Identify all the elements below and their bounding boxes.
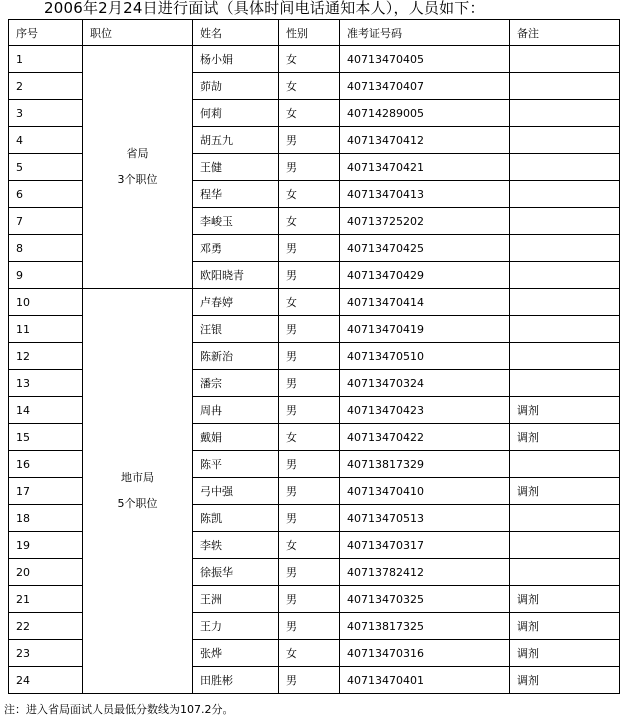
exam-id-cell: 40713470407 — [340, 73, 510, 100]
header-cell-gender: 性别 — [279, 20, 340, 46]
position-group-name: 省局 — [126, 147, 149, 160]
exam-id-cell: 40713470324 — [340, 370, 510, 397]
exam-id-cell: 40713725202 — [340, 208, 510, 235]
name-cell: 潘宗 — [193, 370, 279, 397]
note-cell: 调剂 — [510, 640, 620, 667]
interview-roster-table — [8, 19, 620, 694]
gender-cell: 男 — [279, 667, 340, 694]
document-heading: 2006年2月24日进行面试（具体时间电话通知本人），人员如下： — [44, 0, 485, 17]
exam-id-cell: 40713470422 — [340, 424, 510, 451]
position-group-cell — [83, 46, 193, 289]
gender-cell: 男 — [279, 154, 340, 181]
exam-id-cell: 40713470423 — [340, 397, 510, 424]
note-cell — [510, 100, 620, 127]
seq-cell: 1 — [9, 46, 83, 73]
note-cell — [510, 127, 620, 154]
gender-cell: 男 — [279, 370, 340, 397]
name-cell: 陈凯 — [193, 505, 279, 532]
footnote: 注：进入省局面试人员最低分数线为107.2分。 — [4, 703, 234, 716]
header-cell-name: 姓名 — [193, 20, 279, 46]
table-row — [9, 289, 620, 316]
header-cell-position: 职位 — [83, 20, 193, 46]
seq-cell: 16 — [9, 451, 83, 478]
seq-cell: 14 — [9, 397, 83, 424]
gender-cell: 男 — [279, 478, 340, 505]
seq-cell: 6 — [9, 181, 83, 208]
gender-cell: 女 — [279, 73, 340, 100]
seq-cell: 24 — [9, 667, 83, 694]
name-cell: 王洲 — [193, 586, 279, 613]
exam-id-cell: 40713470412 — [340, 127, 510, 154]
seq-cell: 21 — [9, 586, 83, 613]
seq-cell: 11 — [9, 316, 83, 343]
name-cell: 陈平 — [193, 451, 279, 478]
table-row — [9, 46, 620, 73]
name-cell: 邓勇 — [193, 235, 279, 262]
gender-cell: 男 — [279, 262, 340, 289]
note-cell — [510, 289, 620, 316]
gender-cell: 男 — [279, 451, 340, 478]
name-cell: 汪银 — [193, 316, 279, 343]
exam-id-cell: 40713470316 — [340, 640, 510, 667]
position-group-name: 地市局 — [121, 471, 154, 484]
gender-cell: 女 — [279, 532, 340, 559]
exam-id-cell: 40713470513 — [340, 505, 510, 532]
exam-id-cell: 40713470429 — [340, 262, 510, 289]
note-cell — [510, 451, 620, 478]
gender-cell: 男 — [279, 316, 340, 343]
position-group-quota: 3个职位 — [117, 173, 158, 186]
name-cell: 胡五九 — [193, 127, 279, 154]
name-cell: 田胜彬 — [193, 667, 279, 694]
gender-cell: 男 — [279, 127, 340, 154]
gender-cell: 女 — [279, 208, 340, 235]
note-cell: 调剂 — [510, 667, 620, 694]
note-cell — [510, 559, 620, 586]
gender-cell: 女 — [279, 46, 340, 73]
note-cell — [510, 370, 620, 397]
exam-id-cell: 40713817329 — [340, 451, 510, 478]
name-cell: 李轶 — [193, 532, 279, 559]
name-cell: 何莉 — [193, 100, 279, 127]
exam-id-cell: 40713470421 — [340, 154, 510, 181]
note-cell: 调剂 — [510, 586, 620, 613]
gender-cell: 女 — [279, 181, 340, 208]
name-cell: 戴娟 — [193, 424, 279, 451]
exam-id-cell: 40713470325 — [340, 586, 510, 613]
gender-cell: 女 — [279, 100, 340, 127]
note-cell — [510, 235, 620, 262]
seq-cell: 5 — [9, 154, 83, 181]
position-group-quota: 5个职位 — [117, 497, 158, 510]
gender-cell: 男 — [279, 397, 340, 424]
name-cell: 张烨 — [193, 640, 279, 667]
seq-cell: 23 — [9, 640, 83, 667]
name-cell: 程华 — [193, 181, 279, 208]
seq-cell: 4 — [9, 127, 83, 154]
note-cell: 调剂 — [510, 478, 620, 505]
seq-cell: 13 — [9, 370, 83, 397]
name-cell: 李峻玉 — [193, 208, 279, 235]
note-cell — [510, 73, 620, 100]
exam-id-cell: 40713470414 — [340, 289, 510, 316]
note-cell: 调剂 — [510, 397, 620, 424]
gender-cell: 男 — [279, 613, 340, 640]
note-cell — [510, 316, 620, 343]
header-cell-note: 备注 — [510, 20, 620, 46]
header-cell-seq: 序号 — [9, 20, 83, 46]
exam-id-cell: 40713817325 — [340, 613, 510, 640]
gender-cell: 男 — [279, 505, 340, 532]
seq-cell: 20 — [9, 559, 83, 586]
seq-cell: 2 — [9, 73, 83, 100]
gender-cell: 女 — [279, 424, 340, 451]
exam-id-cell: 40713470419 — [340, 316, 510, 343]
exam-id-cell: 40713470405 — [340, 46, 510, 73]
seq-cell: 17 — [9, 478, 83, 505]
note-cell — [510, 181, 620, 208]
seq-cell: 9 — [9, 262, 83, 289]
exam-id-cell: 40713470425 — [340, 235, 510, 262]
note-cell — [510, 505, 620, 532]
name-cell: 杨小娟 — [193, 46, 279, 73]
name-cell: 王力 — [193, 613, 279, 640]
note-cell — [510, 46, 620, 73]
gender-cell: 男 — [279, 559, 340, 586]
note-cell — [510, 262, 620, 289]
gender-cell: 男 — [279, 343, 340, 370]
exam-id-cell: 40713470401 — [340, 667, 510, 694]
seq-cell: 7 — [9, 208, 83, 235]
name-cell: 周冉 — [193, 397, 279, 424]
header-cell-exam-id: 准考证号码 — [340, 20, 510, 46]
note-cell — [510, 154, 620, 181]
name-cell: 弓中强 — [193, 478, 279, 505]
gender-cell: 男 — [279, 235, 340, 262]
name-cell: 王健 — [193, 154, 279, 181]
seq-cell: 10 — [9, 289, 83, 316]
exam-id-cell: 40713470510 — [340, 343, 510, 370]
name-cell: 卢春婷 — [193, 289, 279, 316]
position-group-cell — [83, 289, 193, 694]
name-cell: 陈新治 — [193, 343, 279, 370]
exam-id-cell: 40713782412 — [340, 559, 510, 586]
exam-id-cell: 40713470317 — [340, 532, 510, 559]
exam-id-cell: 40713470410 — [340, 478, 510, 505]
name-cell: 徐振华 — [193, 559, 279, 586]
gender-cell: 女 — [279, 289, 340, 316]
seq-cell: 19 — [9, 532, 83, 559]
seq-cell: 12 — [9, 343, 83, 370]
note-cell: 调剂 — [510, 613, 620, 640]
name-cell: 茆劼 — [193, 73, 279, 100]
table-header-row — [9, 20, 620, 46]
exam-id-cell: 40714289005 — [340, 100, 510, 127]
seq-cell: 15 — [9, 424, 83, 451]
exam-id-cell: 40713470413 — [340, 181, 510, 208]
gender-cell: 女 — [279, 640, 340, 667]
seq-cell: 8 — [9, 235, 83, 262]
note-cell — [510, 208, 620, 235]
note-cell — [510, 532, 620, 559]
note-cell — [510, 343, 620, 370]
name-cell: 欧阳晓青 — [193, 262, 279, 289]
note-cell: 调剂 — [510, 424, 620, 451]
seq-cell: 3 — [9, 100, 83, 127]
seq-cell: 18 — [9, 505, 83, 532]
seq-cell: 22 — [9, 613, 83, 640]
gender-cell: 男 — [279, 586, 340, 613]
